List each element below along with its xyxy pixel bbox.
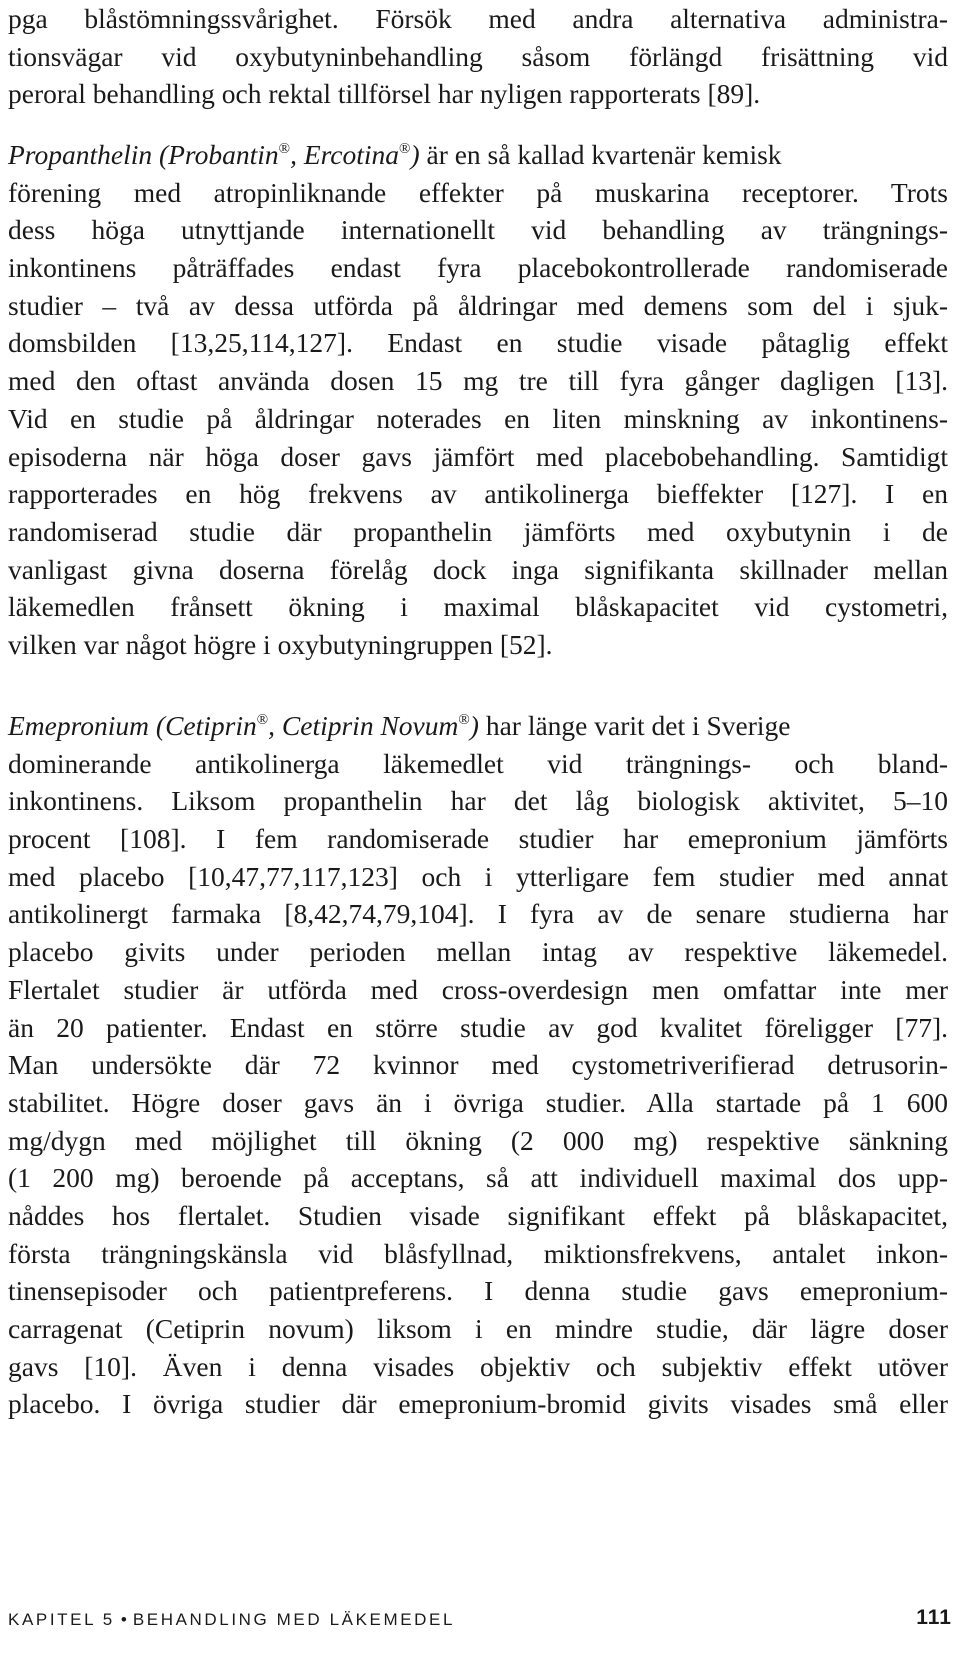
- paragraph-3-lead-line: [8, 707, 948, 745]
- paragraph-3-line: carragenat (Cetiprin novum) liksom i en mindre studie, där lägre doser: [8, 1313, 948, 1344]
- paragraph-3-line: antikolinergt farmaka [8,42,74,79,104]. I fyra av de senare studierna har: [8, 898, 948, 930]
- paragraph-3-line: procent [108]. I fem randomiserade studier har emepronium jämförts: [8, 823, 948, 855]
- paragraph-3-line: mg/dygn med möjlighet till ökning (2 000 mg) respektive sänkning: [8, 1124, 948, 1156]
- page-number: 111: [916, 1606, 952, 1629]
- paragraph-3-line: dominerande antikolinerga läkemedlet vid trängnings- och bland-: [8, 747, 948, 779]
- paragraph-2-lead-rest: är en så kallad kvartenär kemisk: [419, 139, 782, 170]
- paragraph-3: [8, 707, 948, 1423]
- chapter-label: KAPITEL 5: [8, 1610, 115, 1629]
- paragraph-2-line: randomiserad studie där propanthelin jämförts med oxybutynin i de: [8, 515, 948, 547]
- paragraph-3-line: med placebo [10,47,77,117,123] och i ytterligare fem studier med annat: [8, 860, 948, 892]
- paragraph-3-lead-rest: har länge varit det i Sverige: [478, 710, 791, 741]
- paragraph-3-line: (1 200 mg) beroende på acceptans, så att individuell maximal dos upp-: [8, 1162, 948, 1194]
- paragraph-3-line: placebo. I övriga studier där emepronium-bromid givits visades små eller: [8, 1388, 948, 1420]
- paragraph-3-line: gavs [10]. Även i denna visades objektiv och subjektiv effekt utöver: [8, 1350, 948, 1382]
- paragraph-2-line-last: vilken var något högre i oxybutyningruppen [52].: [8, 628, 553, 660]
- paragraph-2: [8, 136, 948, 664]
- paragraph-2-line: episoderna när höga doser gavs jämfört med placebobehandling. Samtidigt: [8, 440, 948, 472]
- closing-parenthesis: ): [410, 139, 420, 170]
- paragraph-2-line: läkemedlen frånsett ökning i maximal blåskapacitet vid cystometri,: [8, 591, 948, 623]
- drug-name-propanthelin: Propanthelin (Probantin: [8, 139, 279, 170]
- registered-mark: ®: [399, 141, 411, 157]
- paragraph-3-line: stabilitet. Högre doser gavs än i övriga studier. Alla startade på 1 600: [8, 1086, 948, 1118]
- paragraph-3-line: första trängningskänsla vid blåsfyllnad, miktionsfrekvens, antalet inkon-: [8, 1237, 948, 1269]
- drug-name-emepronium: Emepronium (Cetiprin: [8, 710, 257, 741]
- paragraph-3-line: Flertalet studier är utförda med cross-overdesign men omfattar inte mer: [8, 973, 948, 1005]
- paragraph-3-line: än 20 patienter. Endast en större studie av god kvalitet föreligger [77].: [8, 1011, 948, 1043]
- paragraph-2-line: vanligast givna doserna förelåg dock inga signifikanta skillnader mellan: [8, 553, 948, 585]
- paragraph-2-line: Vid en studie på åldringar noterades en liten minskning av inkontinens-: [8, 402, 948, 434]
- paragraph-2-line: dess höga utnyttjande internationellt vid behandling av trängnings-: [8, 214, 948, 246]
- paragraph-1: [8, 0, 948, 113]
- paragraph-1-line-2: tionsvägar vid oxybutyninbehandling såsom förlängd frisättning vid: [8, 40, 948, 72]
- brand-name-cetiprin-novum: , Cetiprin Novum: [268, 710, 459, 741]
- paragraph-3-line: inkontinens. Liksom propanthelin har det låg biologisk aktivitet, 5–10: [8, 785, 948, 817]
- paragraph-3-line: tinensepisoder och patientpreferens. I denna studie gavs emepronium-: [8, 1275, 948, 1307]
- paragraph-3-line: placebo givits under perioden mellan intag av respektive läkemedel.: [8, 936, 948, 968]
- paragraph-2-lead-line: [8, 136, 948, 174]
- registered-mark: ®: [256, 712, 269, 728]
- paragraph-3-line: Man undersökte där 72 kvinnor med cystometriverifierad detrusorin-: [8, 1049, 948, 1081]
- running-footer: [8, 1610, 455, 1630]
- paragraph-2-line: förening med atropinliknande effekter på muskarina receptorer. Trots: [8, 176, 948, 208]
- brand-name-ercotina: , Ercotina: [290, 139, 400, 170]
- paragraph-2-line: domsbilden [13,25,114,127]. Endast en studie visade påtaglig effekt: [8, 327, 948, 359]
- paragraph-2-line: med den oftast använda dosen 15 mg tre till fyra gånger dagligen [13].: [8, 365, 948, 397]
- paragraph-1-line-1: pga blåstömningssvårighet. Försök med andra alternativa administra-: [8, 3, 948, 34]
- bullet-separator: •: [120, 1610, 127, 1629]
- section-label: BEHANDLING MED LÄKEMEDEL: [132, 1610, 456, 1629]
- registered-mark: ®: [278, 141, 291, 157]
- paragraph-2-line: studier – två av dessa utförda på åldringar med demens som del i sjuk-: [8, 289, 948, 321]
- closing-parenthesis: ): [469, 710, 479, 741]
- paragraph-2-line: rapporterades en hög frekvens av antikolinerga bieffekter [127]. I en: [8, 478, 948, 510]
- paragraph-1-line-3: peroral behandling och rektal tillförsel har nyligen rapporterats [89].: [8, 78, 761, 110]
- paragraph-3-line: nåddes hos flertalet. Studien visade signifikant effekt på blåskapacitet,: [8, 1199, 948, 1231]
- registered-mark: ®: [458, 712, 470, 728]
- paragraph-2-line: inkontinens påträffades endast fyra placebokontrollerade randomiserade: [8, 252, 948, 284]
